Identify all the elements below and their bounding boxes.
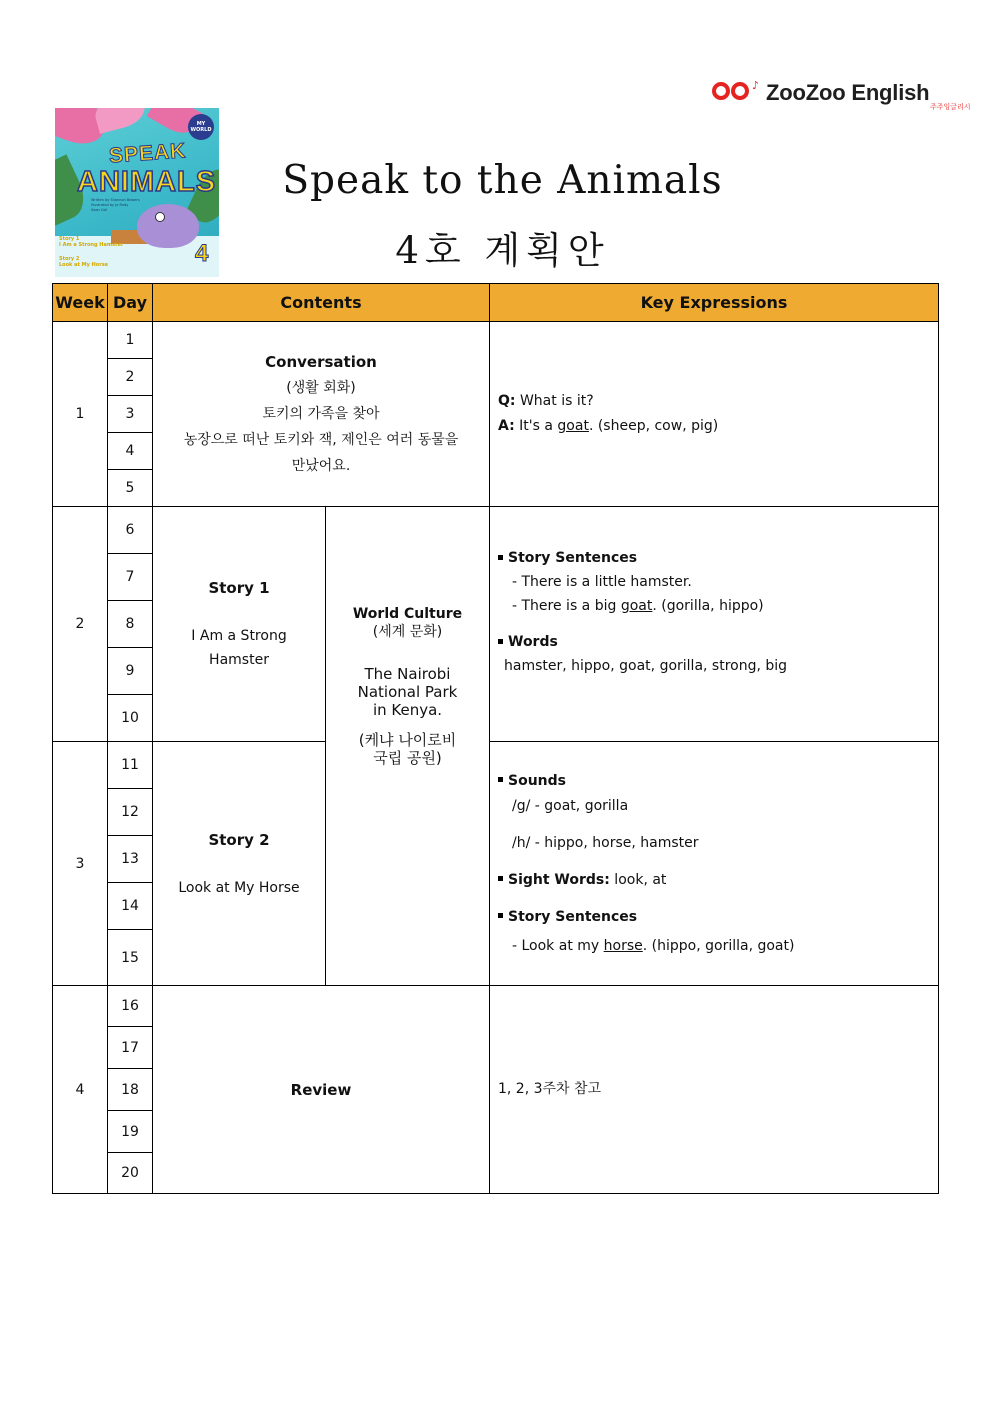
story2-label: Story 2 (208, 830, 270, 849)
conversation-title-ko: (생활 회화) (286, 380, 356, 396)
week2-key-expressions (490, 507, 939, 742)
bullet-square-icon (498, 913, 503, 918)
header-week: Week (53, 284, 108, 322)
week-cell: 4 (53, 986, 108, 1194)
bullet-square-icon (498, 639, 503, 644)
story-sentence: - There is a big goat. (gorilla, hippo) (512, 598, 764, 614)
day-cell: 2 (108, 359, 153, 396)
world-culture-place-ko-2: 국립 공원) (373, 749, 442, 767)
page-subtitle: 4호 계획안 (395, 229, 610, 272)
sound-line: /g/ - goat, gorilla (512, 797, 629, 814)
week-cell: 2 (53, 507, 108, 742)
week1-key-expressions (490, 322, 939, 507)
story1-cell (153, 507, 326, 742)
cover-story-1: Story 1 I Am a Strong Hamster (59, 236, 124, 248)
lesson-plan-table (52, 283, 939, 1194)
conversation-desc-1: 토키의 가족을 찾아 (262, 406, 380, 422)
conversation-cell (153, 322, 490, 507)
day-cell: 12 (108, 789, 153, 836)
day-cell: 9 (108, 648, 153, 695)
words-list: hamster, hippo, goat, gorilla, strong, big (504, 658, 788, 674)
world-culture-place-1: The Nairobi (364, 665, 451, 683)
day-cell: 3 (108, 396, 153, 433)
day-cell: 11 (108, 742, 153, 789)
day-cell: 10 (108, 695, 153, 742)
words-heading: Words (498, 630, 938, 654)
day-cell: 13 (108, 836, 153, 883)
review-cell: Review (153, 986, 490, 1194)
story-sentence: - Look at my horse. (hippo, gorilla, goat) (512, 937, 795, 954)
header-contents: Contents (153, 284, 490, 322)
week-cell: 1 (53, 322, 108, 507)
sight-words-line: Sight Words: look, at (498, 868, 938, 893)
story-sentence: - There is a little hamster. (512, 574, 692, 590)
day-cell: 20 (108, 1153, 153, 1194)
story-sentences-heading: Story Sentences (498, 546, 938, 570)
world-culture-cell (326, 507, 490, 986)
day-cell: 4 (108, 433, 153, 470)
cover-number: 4 (195, 240, 209, 267)
day-cell: 1 (108, 322, 153, 359)
story2-cell (153, 742, 326, 986)
sound-line: /h/ - hippo, horse, hamster (512, 834, 699, 851)
conversation-title: Conversation (265, 353, 377, 371)
day-cell: 17 (108, 1027, 153, 1069)
cover-story-2: Story 2 Look at My Horse (59, 256, 109, 268)
world-culture-title: World Culture (352, 606, 463, 622)
table-header-row (53, 284, 939, 322)
day-cell: 19 (108, 1111, 153, 1153)
day-cell: 6 (108, 507, 153, 554)
conversation-desc-2: 농장으로 떠난 토키와 잭, 제인은 여러 동물을 (183, 432, 459, 448)
story2-title: Look at My Horse (178, 879, 300, 896)
cover-badge: MY WORLD (188, 114, 214, 140)
week4-key-expressions: 1, 2, 3주차 참고 (490, 986, 939, 1194)
week3-key-expressions (490, 742, 939, 986)
cover-title-top: SPEAK (108, 139, 188, 168)
bullet-square-icon (498, 876, 503, 881)
story1-label: Story 1 (208, 579, 270, 597)
day-cell: 8 (108, 601, 153, 648)
story1-title-2: Hamster (209, 652, 269, 668)
brand-logo (712, 78, 971, 111)
day-cell: 14 (108, 883, 153, 930)
answer-line: A: It's a goat. (sheep, cow, pig) (498, 418, 719, 434)
bullet-square-icon (498, 555, 503, 560)
story-sentences-heading: Story Sentences (498, 905, 938, 930)
logo-text: ZooZoo English (766, 80, 930, 105)
world-culture-place-3: in Kenya. (372, 701, 443, 719)
day-cell: 7 (108, 554, 153, 601)
page-title: Speak to the Animals (282, 158, 723, 203)
logo-tagline: 주주잉글리시 (930, 103, 971, 111)
header-day: Day (108, 284, 153, 322)
day-cell: 5 (108, 470, 153, 507)
cover-credits: Written by Shannon Bowers Illustrated by Jo Rudy Sean Coll (91, 198, 140, 212)
world-culture-place-ko-1: (케냐 나이로비 (358, 731, 457, 749)
conversation-desc-3: 만났어요. (291, 458, 351, 474)
sounds-heading: Sounds (498, 769, 938, 794)
cover-title-main: ANIMALS (77, 166, 217, 198)
world-culture-place-2: National Park (357, 683, 458, 701)
story1-title-1: I Am a Strong (191, 628, 287, 644)
header-key-expressions: Key Expressions (490, 284, 939, 322)
week-cell: 3 (53, 742, 108, 986)
logo-mark-icon: ♪ (712, 79, 764, 107)
bullet-square-icon (498, 777, 503, 782)
day-cell: 18 (108, 1069, 153, 1111)
question-line: Q: What is it? (498, 393, 594, 409)
world-culture-title-ko: (세계 문화) (372, 624, 443, 640)
day-cell: 15 (108, 930, 153, 986)
day-cell: 16 (108, 986, 153, 1027)
